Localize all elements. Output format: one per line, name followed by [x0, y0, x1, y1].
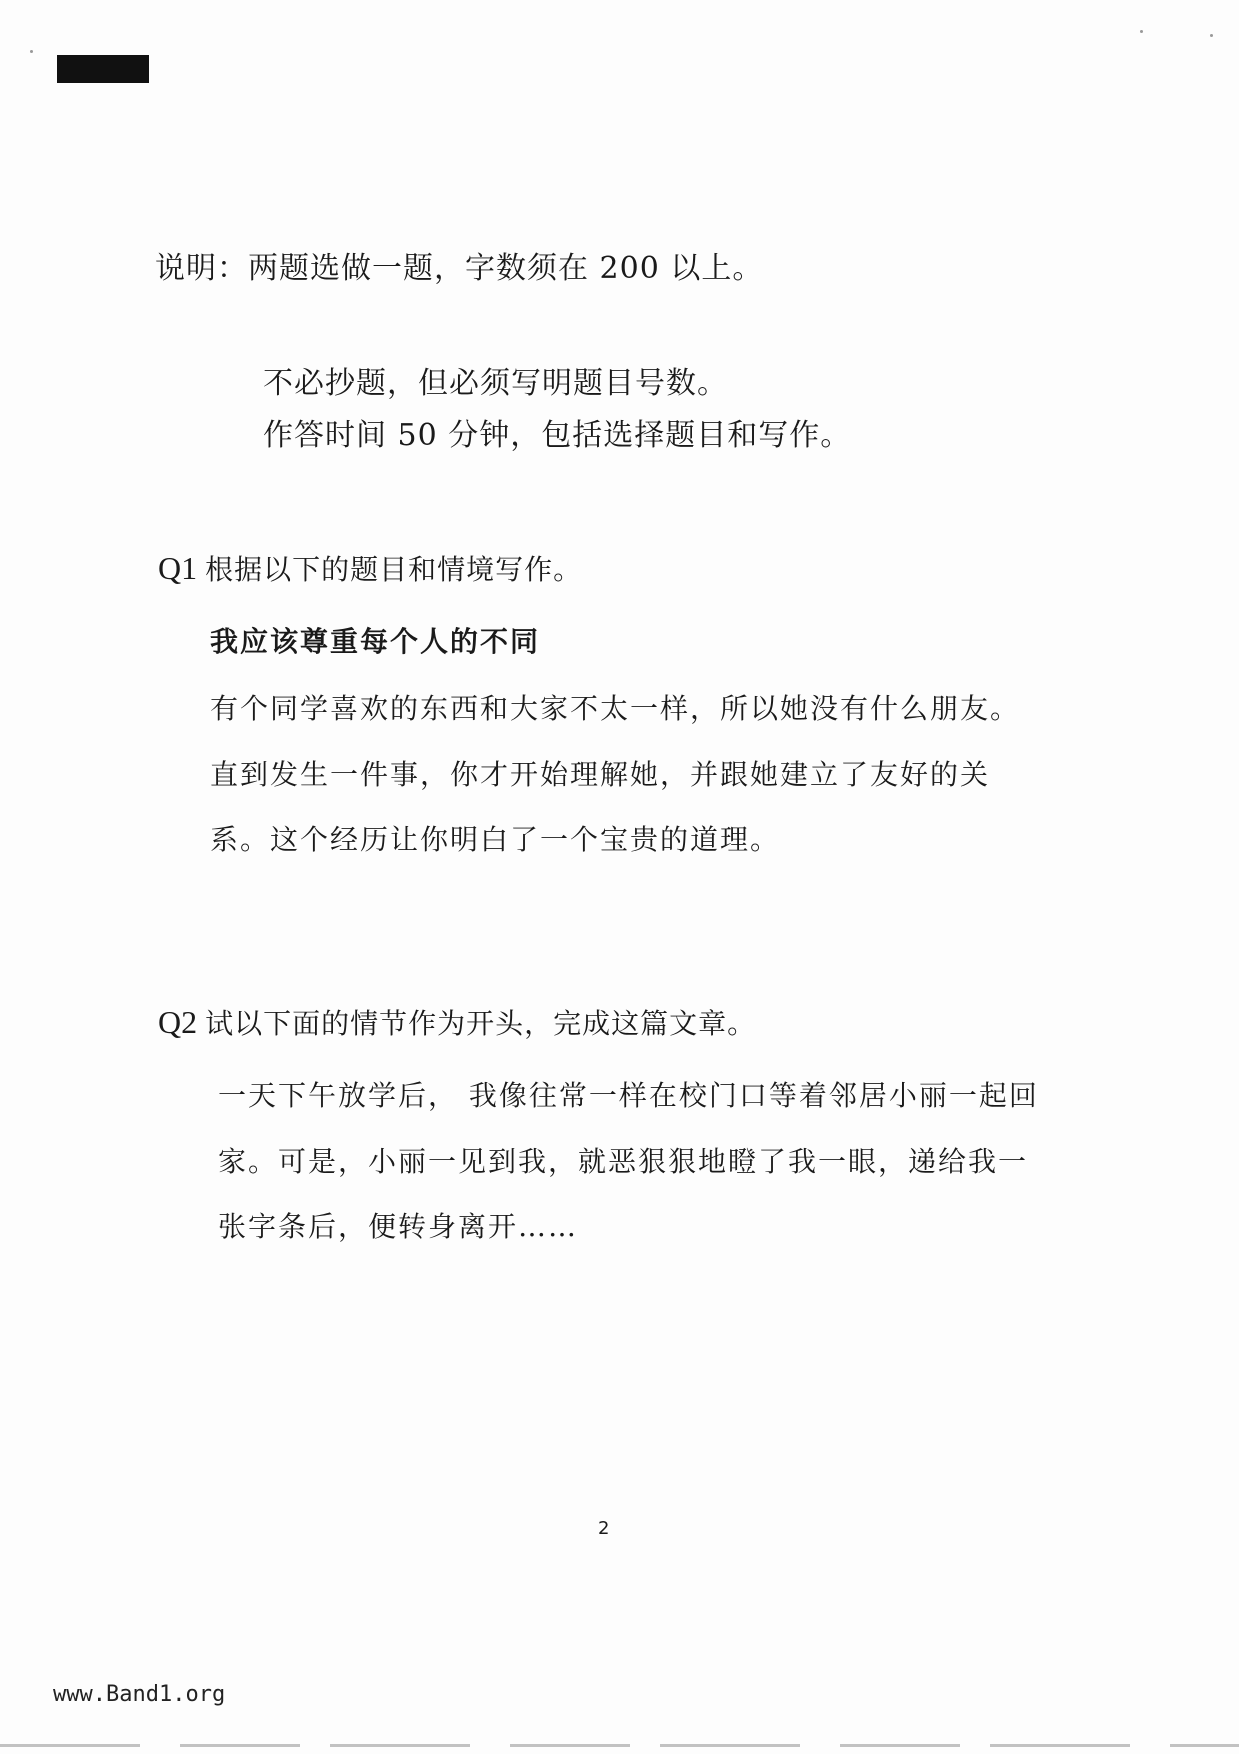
page-number: 2 — [598, 1518, 610, 1539]
footer-url: www.Band1.org — [53, 1682, 226, 1707]
q1-label: Q1 — [158, 550, 198, 586]
scan-speck — [30, 50, 33, 53]
instruction-line-3: 作答时间 50 分钟，包括选择题目和写作。 — [263, 418, 852, 453]
q2-body-line-1: 一天下午放学后， 我像往常一样在校门口等着邻居小丽一起回 — [218, 1079, 1039, 1112]
q2-prompt: 试以下面的情节作为开头，完成这篇文章。 — [205, 1007, 757, 1040]
redacted-header-block — [57, 55, 149, 83]
q1-title: 我应该尊重每个人的不同 — [210, 625, 541, 658]
q1-heading — [158, 548, 582, 588]
scan-speck — [1140, 30, 1143, 33]
scan-speck — [1210, 34, 1213, 37]
q1-body-line-3: 系。这个经历让你明白了一个宝贵的道理。 — [210, 823, 781, 856]
instruction-line-2: 不必抄题，但必须写明题目号数。 — [263, 366, 728, 401]
q2-label: Q2 — [158, 1004, 198, 1040]
q2-heading — [158, 1002, 756, 1042]
scan-edge-line — [0, 1744, 1239, 1747]
q2-body-line-3: 张字条后，便转身离开…… — [218, 1210, 579, 1243]
instruction-line-1: 说明：两题选做一题，字数须在 200 以上。 — [155, 251, 764, 286]
q1-prompt: 根据以下的题目和情境写作。 — [205, 553, 583, 586]
q1-body-line-2: 直到发生一件事，你才开始理解她，并跟她建立了友好的关 — [210, 758, 991, 791]
q2-body-line-2: 家。可是，小丽一见到我，就恶狠狠地瞪了我一眼，递给我一 — [218, 1145, 1029, 1178]
q1-body-line-1: 有个同学喜欢的东西和大家不太一样，所以她没有什么朋友。 — [210, 692, 1021, 725]
